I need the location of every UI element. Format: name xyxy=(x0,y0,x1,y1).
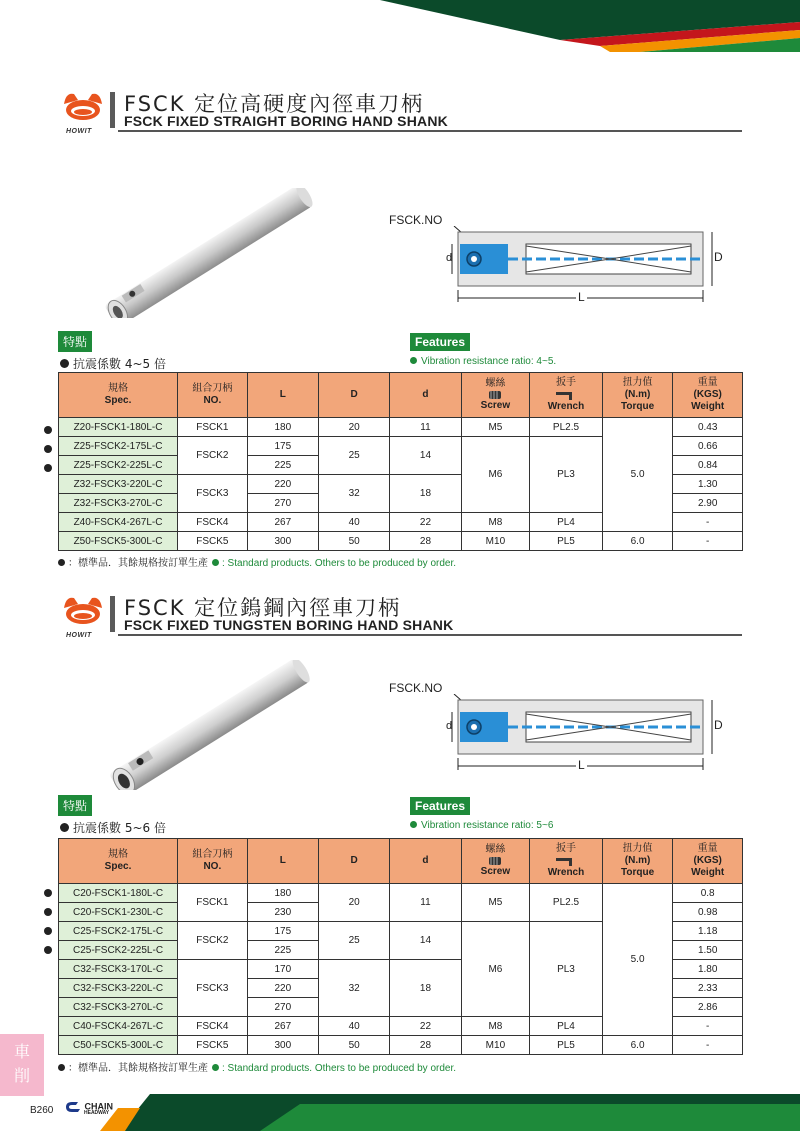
cell-D: 25 xyxy=(319,922,390,960)
cell-screw: M8 xyxy=(461,513,530,532)
cell-d: 22 xyxy=(390,1017,461,1036)
cell-D: 32 xyxy=(319,960,390,1017)
chain-icon xyxy=(64,1101,82,1113)
cell-D: 50 xyxy=(319,532,390,551)
cell-torque: 6.0 xyxy=(602,1036,673,1055)
cell-weight: 0.98 xyxy=(673,903,743,922)
cell-spec: Z20-FSCK1-180L-C xyxy=(59,418,178,437)
standard-dot xyxy=(44,946,52,954)
cell-d: 11 xyxy=(390,884,461,922)
cell-d: 18 xyxy=(390,475,461,513)
side-tab-line1: 車 xyxy=(13,1042,30,1061)
col-spec: 規格 Spec. xyxy=(59,839,178,884)
side-tab-line2: 削 xyxy=(13,1066,30,1085)
standard-dot xyxy=(44,464,52,472)
cell-no: FSCK5 xyxy=(178,1036,248,1055)
cell-spec: C32-FSCK3-270L-C xyxy=(59,998,178,1017)
col-torque: 扭力值 (N.m) Torque xyxy=(602,373,673,418)
col-screw: 螺絲 Screw xyxy=(461,373,530,418)
cell-D: 50 xyxy=(319,1036,390,1055)
cell-L: 175 xyxy=(247,922,318,941)
cell-wrench: PL5 xyxy=(530,532,603,551)
cell-spec: C25-FSCK2-175L-C xyxy=(59,922,178,941)
title-bar xyxy=(110,596,115,632)
cell-d: 18 xyxy=(390,960,461,1017)
cell-no: FSCK2 xyxy=(178,437,248,475)
standard-dot xyxy=(44,445,52,453)
cell-spec: C20-FSCK1-230L-C xyxy=(59,903,178,922)
features-cn-tag: 特點 xyxy=(58,331,92,352)
note-cn: ：標準品．其餘規格按訂單生產 xyxy=(68,558,208,569)
table-note-1 xyxy=(58,554,456,569)
table-row xyxy=(59,532,743,551)
cell-weight: - xyxy=(673,532,743,551)
wrench-icon xyxy=(555,389,577,401)
cell-L: 180 xyxy=(247,884,318,903)
cell-L: 220 xyxy=(247,979,318,998)
cell-L: 267 xyxy=(247,513,318,532)
col-torque: 扭力值 (N.m) Torque xyxy=(602,839,673,884)
cell-L: 300 xyxy=(247,532,318,551)
table-row xyxy=(59,884,743,903)
black-dot-icon xyxy=(58,1064,65,1071)
cell-weight: 0.8 xyxy=(673,884,743,903)
standard-dot xyxy=(44,927,52,935)
cell-L: 230 xyxy=(247,903,318,922)
cell-spec: C25-FSCK2-225L-C xyxy=(59,941,178,960)
bullet-icon xyxy=(60,359,69,368)
standard-dot xyxy=(44,889,52,897)
cell-spec: C40-FSCK4-267L-C xyxy=(59,1017,178,1036)
chain-brand: CHAIN xyxy=(84,1101,114,1112)
cell-spec: Z32-FSCK3-270L-C xyxy=(59,494,178,513)
title-rule xyxy=(118,634,742,636)
cell-screw: M10 xyxy=(461,1036,530,1055)
cell-d: 11 xyxy=(390,418,461,437)
cell-wrench: PL3 xyxy=(530,922,603,1017)
diagram-L-label: L xyxy=(578,758,585,772)
cell-weight: 2.33 xyxy=(673,979,743,998)
cell-wrench: PL2.5 xyxy=(530,418,603,437)
cell-L: 270 xyxy=(247,494,318,513)
cell-no: FSCK3 xyxy=(178,475,248,513)
feature-en xyxy=(410,356,556,367)
bullet-icon xyxy=(410,357,417,364)
col-screw: 螺絲 Screw xyxy=(461,839,530,884)
spec-table-2 xyxy=(58,838,743,1055)
cell-wrench: PL2.5 xyxy=(530,884,603,922)
cell-weight: 1.18 xyxy=(673,922,743,941)
feature-en-text: Vibration resistance ratio: 5~6 xyxy=(421,820,554,831)
section-title-cn: FSCK 定位鎢鋼內徑車刀柄 xyxy=(124,596,402,620)
features-cn-tag: 特點 xyxy=(58,795,92,816)
bullet-icon xyxy=(410,821,417,828)
cell-D: 20 xyxy=(319,418,390,437)
cell-d: 14 xyxy=(390,922,461,960)
cell-d: 14 xyxy=(390,437,461,475)
footer-banner xyxy=(0,1094,800,1131)
cell-spec: Z50-FSCK5-300L-C xyxy=(59,532,178,551)
diagram-model-label: FSCK.NO xyxy=(389,681,443,695)
col-no: 組合刀柄 NO. xyxy=(178,839,248,884)
standard-dot xyxy=(44,426,52,434)
col-weight: 重量 (KGS) Weight xyxy=(673,839,743,884)
cell-D: 40 xyxy=(319,513,390,532)
cell-screw: M8 xyxy=(461,1017,530,1036)
cell-D: 20 xyxy=(319,884,390,922)
feature-cn-text: 抗震係數 5~6 倍 xyxy=(73,821,166,835)
cell-spec: Z40-FSCK4-267L-C xyxy=(59,513,178,532)
chain-headway-logo xyxy=(64,1101,113,1116)
title-bar xyxy=(110,92,115,128)
cell-d: 28 xyxy=(390,532,461,551)
col-D: D xyxy=(319,373,390,418)
wrench-icon xyxy=(555,855,577,867)
cell-spec: C50-FSCK5-300L-C xyxy=(59,1036,178,1055)
cell-L: 267 xyxy=(247,1017,318,1036)
section-title-cn: FSCK 定位高硬度內徑車刀柄 xyxy=(124,92,425,116)
cell-torque: 5.0 xyxy=(602,418,673,532)
cell-no: FSCK5 xyxy=(178,532,248,551)
col-spec: 規格 Spec. xyxy=(59,373,178,418)
cell-torque: 5.0 xyxy=(602,884,673,1036)
cell-spec: Z25-FSCK2-225L-C xyxy=(59,456,178,475)
cell-L: 225 xyxy=(247,941,318,960)
cell-no: FSCK1 xyxy=(178,884,248,922)
col-weight: 重量 (KGS) Weight xyxy=(673,373,743,418)
diagram-D-label: D xyxy=(714,718,723,732)
cell-screw: M6 xyxy=(461,922,530,1017)
cell-spec: Z25-FSCK2-175L-C xyxy=(59,437,178,456)
cell-L: 220 xyxy=(247,475,318,494)
green-dot-icon xyxy=(212,1064,219,1071)
cell-screw: M5 xyxy=(461,418,530,437)
howit-logo xyxy=(60,590,106,648)
col-wrench: 扳手 Wrench xyxy=(530,839,603,884)
shank-photo xyxy=(92,188,322,323)
feature-cn-text: 抗震係數 4~5 倍 xyxy=(73,357,166,371)
table-note-2 xyxy=(58,1059,456,1074)
col-no: 組合刀柄 NO. xyxy=(178,373,248,418)
section-title-en: FSCK FIXED STRAIGHT BORING HAND SHANK xyxy=(124,113,448,129)
features-en-tag: Features xyxy=(410,797,470,815)
note-cn: ：標準品．其餘規格按訂單生產 xyxy=(68,1063,208,1074)
col-d: d xyxy=(390,373,461,418)
feature-cn xyxy=(60,355,166,372)
cell-weight: - xyxy=(673,513,743,532)
black-dot-icon xyxy=(58,559,65,566)
cell-weight: 1.80 xyxy=(673,960,743,979)
title-rule xyxy=(118,130,742,132)
col-d: d xyxy=(390,839,461,884)
cell-weight: 1.30 xyxy=(673,475,743,494)
standard-dot xyxy=(44,908,52,916)
cell-L: 170 xyxy=(247,960,318,979)
cell-weight: 0.43 xyxy=(673,418,743,437)
cell-spec: Z32-FSCK3-220L-C xyxy=(59,475,178,494)
feature-cn xyxy=(60,819,166,836)
cell-weight: 2.86 xyxy=(673,998,743,1017)
cell-no: FSCK2 xyxy=(178,922,248,960)
table-header-row xyxy=(59,839,743,884)
cell-no: FSCK3 xyxy=(178,960,248,1017)
cell-screw: M5 xyxy=(461,884,530,922)
diagram-D-label: D xyxy=(714,250,723,264)
note-en: : Standard products. Others to be produced by order. xyxy=(222,1063,457,1074)
cell-L: 300 xyxy=(247,1036,318,1055)
cell-torque: 6.0 xyxy=(602,532,673,551)
cell-L: 270 xyxy=(247,998,318,1017)
cell-wrench: PL3 xyxy=(530,437,603,513)
cell-no: FSCK1 xyxy=(178,418,248,437)
cell-wrench: PL4 xyxy=(530,513,603,532)
diagram-L-label: L xyxy=(578,290,585,304)
category-side-tab xyxy=(0,1034,44,1096)
section-title-en: FSCK FIXED TUNGSTEN BORING HAND SHANK xyxy=(124,617,454,633)
shank-photo xyxy=(98,660,318,795)
cell-weight: - xyxy=(673,1036,743,1055)
cell-spec: C20-FSCK1-180L-C xyxy=(59,884,178,903)
green-dot-icon xyxy=(212,559,219,566)
spec-table-1 xyxy=(58,372,743,551)
diagram-d-label: d xyxy=(446,720,453,732)
brand-text: HOWIT xyxy=(66,632,92,639)
cell-screw: M10 xyxy=(461,532,530,551)
feature-en xyxy=(410,820,553,831)
chain-brand-sub: HEADWAY xyxy=(84,1110,110,1116)
screw-icon xyxy=(488,856,502,866)
table-row xyxy=(59,418,743,437)
screw-icon xyxy=(488,390,502,400)
cell-weight: 0.84 xyxy=(673,456,743,475)
cell-spec: C32-FSCK3-220L-C xyxy=(59,979,178,998)
howit-logo xyxy=(60,86,106,144)
cell-D: 25 xyxy=(319,437,390,475)
cell-wrench: PL4 xyxy=(530,1017,603,1036)
diagram-d-label: d xyxy=(446,252,453,264)
cell-no: FSCK4 xyxy=(178,513,248,532)
cell-weight: 0.66 xyxy=(673,437,743,456)
cell-L: 225 xyxy=(247,456,318,475)
page-number: B260 xyxy=(30,1105,54,1116)
cell-screw: M6 xyxy=(461,437,530,513)
col-D: D xyxy=(319,839,390,884)
cell-weight: 2.90 xyxy=(673,494,743,513)
cell-D: 32 xyxy=(319,475,390,513)
cell-d: 28 xyxy=(390,1036,461,1055)
col-wrench: 扳手 Wrench xyxy=(530,373,603,418)
bullet-icon xyxy=(60,823,69,832)
cell-spec: C32-FSCK3-170L-C xyxy=(59,960,178,979)
table-header-row xyxy=(59,373,743,418)
col-L: L xyxy=(247,373,318,418)
features-en-tag: Features xyxy=(410,333,470,351)
cell-weight: 1.50 xyxy=(673,941,743,960)
brand-text: HOWIT xyxy=(66,128,92,135)
diagram-model-label: FSCK.NO xyxy=(389,213,443,227)
cell-d: 22 xyxy=(390,513,461,532)
cell-L: 180 xyxy=(247,418,318,437)
table-row xyxy=(59,1036,743,1055)
feature-en-text: Vibration resistance ratio: 4~5. xyxy=(421,356,557,367)
cell-weight: - xyxy=(673,1017,743,1036)
cell-D: 40 xyxy=(319,1017,390,1036)
cell-no: FSCK4 xyxy=(178,1017,248,1036)
cell-L: 175 xyxy=(247,437,318,456)
col-L: L xyxy=(247,839,318,884)
note-en: : Standard products. Others to be produced by order. xyxy=(222,558,457,569)
cell-wrench: PL5 xyxy=(530,1036,603,1055)
top-banner xyxy=(0,0,800,52)
